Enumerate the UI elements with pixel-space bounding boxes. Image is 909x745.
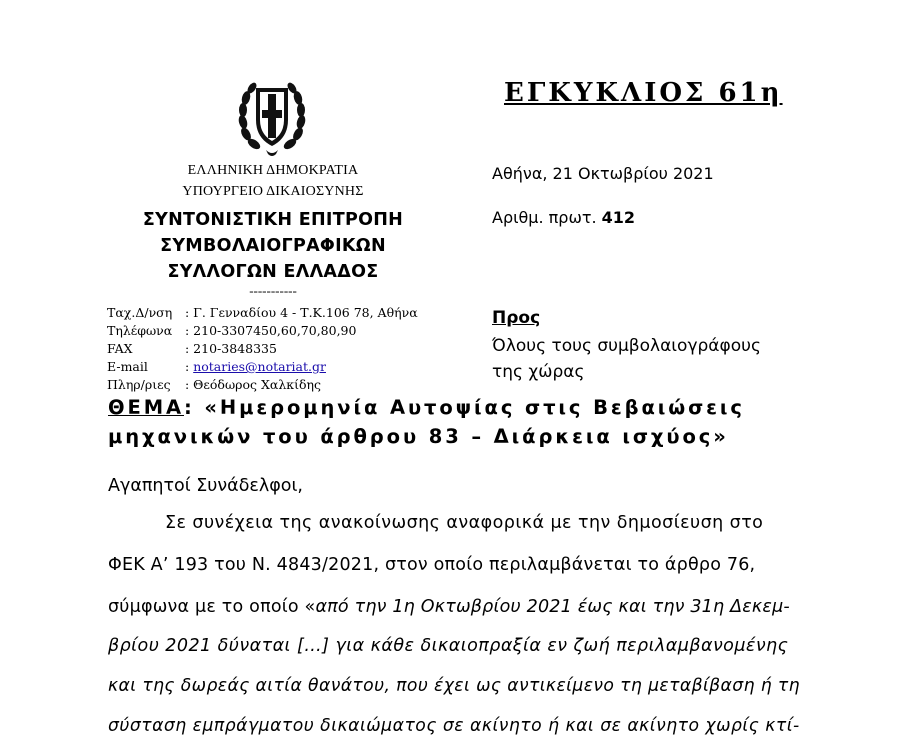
subject-label: ΘΕΜΑ bbox=[108, 396, 184, 419]
subject-text-part1: : «Ημερομηνία Αυτοψίας στις Βεβαιώσεις bbox=[184, 396, 745, 419]
contact-address bbox=[107, 304, 418, 322]
body-line5: και της δωρεάς αιτία θανάτου, που έχει ως αντικείμενο τη μεταβίβαση ή τη bbox=[108, 676, 800, 696]
fax-label: FAX bbox=[107, 341, 133, 356]
body-line4: βρίου 2021 δύναται […] για κάθε δικαιοπραξία εν ζωή περιλαμβανομένης bbox=[108, 636, 789, 656]
protocol-number-line bbox=[492, 208, 635, 227]
info-value: : Θεόδωρος Χαλκίδης bbox=[185, 377, 321, 392]
greek-coat-of-arms-emblem bbox=[236, 76, 308, 158]
email-link[interactable]: notaries@notariat.gr bbox=[193, 359, 326, 374]
contact-email bbox=[107, 358, 326, 376]
phone-value: : 210-3307450,60,70,80,90 bbox=[185, 323, 357, 338]
address-label: Ταχ.Δ/νση bbox=[107, 305, 173, 320]
organization-name-line2: ΣΥΜΒΟΛΑΙΟΓΡΑΦΙΚΩΝ bbox=[160, 236, 386, 256]
contact-info bbox=[107, 376, 321, 394]
subject-line2: μηχανικών του άρθρου 83 – Διάρκεια ισχύος» bbox=[108, 425, 729, 448]
fax-value: : 210-3848335 bbox=[185, 341, 277, 356]
body-line2: ΦΕΚ Α’ 193 του Ν. 4843/2021, στον οποίο περιλαμβάνεται το άρθρο 76, bbox=[108, 555, 756, 575]
info-label: Πληρ/ριες bbox=[107, 377, 171, 392]
country-name: ΕΛΛΗΝΙΚΗ ΔΗΜΟΚΡΑΤΙΑ bbox=[187, 163, 359, 178]
header-divider: ----------- bbox=[249, 283, 297, 298]
body-line3-italic: από την 1η Οκτωβρίου 2021 έως και την 31η Δεκεμ- bbox=[315, 597, 790, 617]
protocol-number: 412 bbox=[601, 208, 636, 227]
protocol-label: Αριθμ. πρωτ. bbox=[492, 208, 602, 227]
circular-title: ΕΓΚΥΚΛΙΟΣ 61η bbox=[504, 78, 783, 108]
ministry-name: ΥΠΟΥΡΓΕΙΟ ΔΙΚΑΙΟΣΥΝΗΣ bbox=[182, 184, 364, 199]
body-line3-normal: σύμφωνα με το οποίο « bbox=[108, 597, 316, 617]
body-line6: σύσταση εμπράγματου δικαιώματος σε ακίνητο ή και σε ακίνητο χωρίς κτί- bbox=[108, 716, 800, 736]
recipient-line2: της χώρας bbox=[492, 362, 585, 382]
subject-line1 bbox=[108, 396, 745, 419]
phone-label: Τηλέφωνα bbox=[107, 323, 173, 338]
body-line1: Σε συνέχεια της ανακοίνωσης αναφορικά με την δημοσίευση στο bbox=[165, 513, 764, 533]
address-value: : Γ. Γενναδίου 4 - Τ.Κ.106 78, Αθήνα bbox=[185, 305, 418, 320]
body-line3 bbox=[108, 597, 790, 617]
document-date: Αθήνα, 21 Οκτωβρίου 2021 bbox=[492, 164, 714, 183]
contact-phone bbox=[107, 322, 356, 340]
recipient-label: Προς bbox=[492, 308, 541, 328]
greeting: Αγαπητοί Συνάδελφοι, bbox=[108, 476, 303, 496]
organization-name-line3: ΣΥΛΛΟΓΩΝ ΕΛΛΑΔΟΣ bbox=[167, 262, 379, 282]
organization-name-line1: ΣΥΝΤΟΝΙΣΤΙΚΗ ΕΠΙΤΡΟΠΗ bbox=[142, 210, 404, 230]
contact-fax bbox=[107, 340, 277, 358]
email-label: E-mail bbox=[107, 359, 148, 374]
recipient-line1: Όλους τους συμβολαιογράφους bbox=[492, 336, 761, 356]
email-prefix: : bbox=[185, 359, 194, 374]
